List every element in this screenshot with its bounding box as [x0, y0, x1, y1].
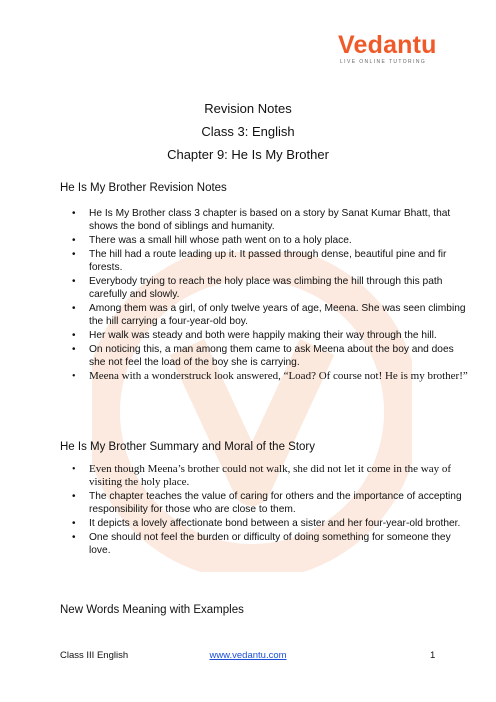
list-item: • The chapter teaches the value of caring for others and the importance of accepting responsibility for those who are close to them. [72, 491, 462, 515]
bullet-icon: • [72, 344, 76, 355]
logo-wordmark: Vedantu [338, 31, 437, 59]
list-item: • He Is My Brother class 3 chapter is based on a story by Sanat Kumar Bhatt, that shows the bond of siblings and humanity. [72, 208, 451, 232]
page-number: 1 [430, 650, 436, 661]
vedantu-logo[interactable] [338, 33, 462, 67]
list-item: • Everybody trying to reach the holy place was climbing the hill through this path carefully and slowly. [72, 276, 443, 300]
bullet-icon: • [72, 518, 76, 529]
bullet-icon: • [72, 532, 76, 543]
list-item: • It depicts a lovely affectionate bond between a sister and her four-year-old brother. [72, 518, 461, 529]
bullet-icon: • [72, 249, 76, 260]
list-item: • There was a small hill whose path went on to a holy place. [72, 235, 352, 246]
bullet-icon: • [72, 235, 76, 246]
bullet-icon: • [72, 330, 76, 341]
list-item: • Her walk was steady and both were happily making their way through the hill. [72, 330, 437, 341]
revision-list [60, 207, 469, 384]
bullet-icon: • [72, 371, 76, 382]
list-item: • One should not feel the burden or difficulty of doing something for someone they love. [72, 532, 451, 556]
summary-list [60, 463, 469, 558]
doc-title-line1: Revision Notes [204, 101, 292, 116]
list-item: • On noticing this, a man among them came to ask Meena about the boy and does she not feel the load of the boy she is carrying. [72, 344, 454, 368]
doc-title-line2: Class 3: English [201, 124, 295, 139]
section-heading-new-words: New Words Meaning with Examples [60, 604, 244, 616]
bullet-icon: • [72, 303, 76, 314]
list-item: • Meena with a wonderstruck look answered, “Load? Of course not! He is my brother!” [72, 370, 468, 382]
section-heading-summary: He Is My Brother Summary and Moral of the Story [60, 441, 316, 453]
footer-website-link[interactable]: www.vedantu.com [209, 650, 287, 661]
list-item: • The hill had a route leading up it. It passed through dense, beautiful pine and fir forests. [72, 249, 447, 273]
bullet-icon: • [72, 464, 76, 475]
footer-class-label: Class III English [60, 650, 129, 661]
doc-title-line3: Chapter 9: He Is My Brother [167, 147, 329, 162]
bullet-icon: • [72, 491, 76, 502]
logo-tagline: LIVE ONLINE TUTORING [340, 59, 427, 65]
bullet-icon: • [72, 208, 76, 219]
section-heading-revision: He Is My Brother Revision Notes [60, 182, 227, 194]
list-item: • Among them was a girl, of only twelve years of age, Meena. She was seen climbing the hill carrying a four-year-old boy. [72, 303, 466, 327]
list-item: • Even though Meena’s brother could not walk, she did not let it come in the way of visiting the holy place. [72, 463, 452, 488]
bullet-icon: • [72, 276, 76, 287]
